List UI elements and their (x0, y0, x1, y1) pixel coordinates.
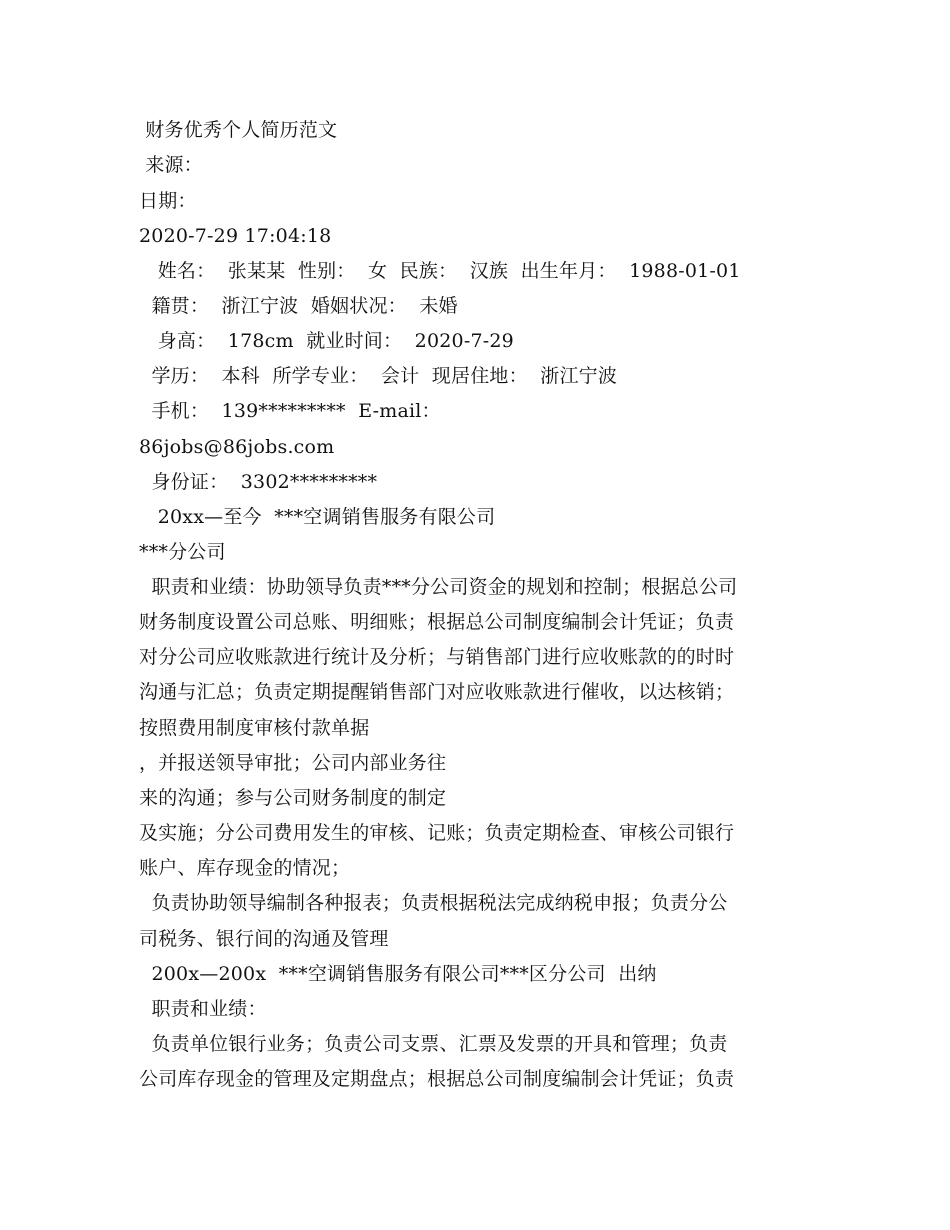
job1-duty-line: 沟通与汇总；负责定期提醒销售部门对应收账款进行催收，以达核销； (139, 681, 735, 703)
job2-duty-line: 公司库存现金的管理及定期盘点；根据总公司制度编制会计凭证；负责 (139, 1068, 735, 1090)
job2-duty-line: 负责单位银行业务；负责公司支票、汇票及发票的开具和管理；负责 (139, 1033, 728, 1055)
date-value: 2020-7-29 17:04:18 (139, 225, 332, 247)
job1-duty-line: 财务制度设置公司总账、明细账；根据总公司制度编制会计凭证；负责 (139, 611, 735, 633)
job1-duty-line: 来的沟通；参与公司财务制度的制定 (139, 787, 447, 809)
job2-header: 200x—200x ***空调销售服务有限公司***区分公司 出纳 (139, 963, 657, 985)
source-label: 来源： (139, 154, 203, 176)
profile-line-height: 身高： 178cm 就业时间： 2020-7-29 (139, 330, 514, 352)
job1-duty-line: 按照费用制度审核付款单据 (139, 717, 370, 739)
job1-duty-line: 司税务、银行间的沟通及管理 (139, 928, 389, 950)
profile-line-phone: 手机： 139********* E-mail： (139, 400, 441, 422)
job1-header: 20xx—至今 ***空调销售服务有限公司 (139, 506, 496, 528)
document-title: 财务优秀个人简历范文 (139, 119, 338, 141)
date-label: 日期： (139, 190, 197, 212)
profile-line-education: 学历： 本科 所学专业： 会计 现居住地： 浙江宁波 (139, 365, 618, 387)
job1-duty-line: 负责协助领导编制各种报表；负责根据税法完成纳税申报；负责分公 (139, 892, 728, 914)
job1-header-cont: ***分公司 (139, 541, 226, 563)
profile-line-name: 姓名： 张某某 性别： 女 民族： 汉族 出生年月： 1988-01-01 (139, 260, 741, 282)
job2-role-label: 职责和业绩： (139, 998, 267, 1020)
profile-line-id: 身份证： 3302********* (139, 471, 378, 493)
job1-duty-line: ，并报送领导审批；公司内部业务往 (139, 752, 447, 774)
job1-duty-line: 对分公司应收账款进行统计及分析；与销售部门进行应收账款的的时时 (139, 646, 735, 668)
job1-duty-line: 职责和业绩：协助领导负责***分公司资金的规划和控制；根据总公司 (139, 576, 738, 598)
profile-line-origin: 籍贯： 浙江宁波 婚姻状况： 未婚 (139, 295, 458, 317)
job1-duty-line: 及实施；分公司费用发生的审核、记账；负责定期检查、审核公司银行 (139, 822, 735, 844)
profile-line-email: 86jobs@86jobs.com (139, 436, 335, 458)
job1-duty-line: 账户、库存现金的情况； (139, 857, 351, 879)
